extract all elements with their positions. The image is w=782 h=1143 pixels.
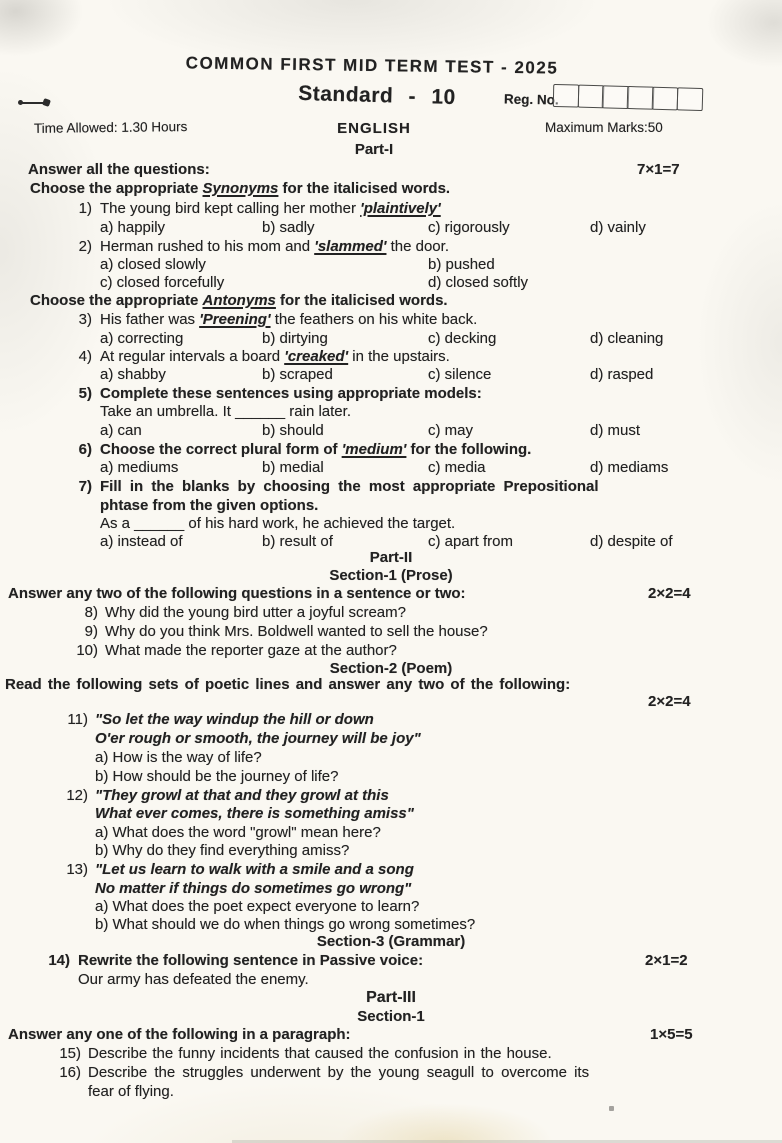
section1-marks: 2×2=4: [648, 585, 691, 602]
synonyms-keyword: Synonyms: [202, 180, 279, 197]
reg-no-boxes: [553, 84, 704, 111]
q11-sub-a-row: [0, 749, 782, 768]
section2-marks-row: [0, 693, 782, 712]
section1-prose-row: [0, 567, 782, 586]
q1-option-c: c) rigorously: [428, 219, 510, 236]
reg-no-box: [676, 87, 703, 111]
q5-number: 5): [78, 385, 92, 402]
q2-text-post: the door.: [386, 238, 449, 255]
q14-marks: 2×1=2: [645, 952, 688, 969]
q11-sub-a: a) How is the way of life?: [95, 749, 262, 766]
part2-heading-row: [0, 549, 782, 568]
pen-mark-icon: [18, 99, 48, 107]
q3-option-b: b) dirtying: [262, 330, 328, 347]
q5-option-b: b) should: [262, 422, 324, 439]
q12-line1-row: [0, 787, 782, 806]
q13-sub-a-row: [0, 898, 782, 917]
q2-option-b: b) pushed: [428, 256, 495, 273]
q3-option-a: a) correcting: [100, 330, 184, 347]
section3-grammar-heading: Section-3 (Grammar): [316, 933, 466, 950]
section3-grammar-row: [0, 933, 782, 952]
answer-all-instruction: Answer all the questions:: [28, 161, 210, 178]
q14-heading-row: [0, 952, 782, 971]
q1-stem-row: [0, 200, 782, 219]
part1-heading-row: [0, 141, 782, 160]
q13-poem-line1: "Let us learn to walk with a smile and a song: [95, 861, 414, 878]
q9-number: 9): [84, 623, 98, 640]
synonyms-heading-pre: Choose the appropriate: [30, 180, 203, 197]
q12-poem-line1: "They growl at that and they growl at this: [95, 787, 389, 804]
q13-sub-a: a) What does the poet expect everyone to learn?: [95, 898, 420, 915]
q3-option-d: d) cleaning: [590, 330, 664, 347]
q13-poem-line2: No matter if things do sometimes go wrong": [95, 880, 412, 897]
q10-text: What made the reporter gaze at the author?: [105, 642, 397, 659]
section2-poem-heading: Section-2 (Poem): [329, 660, 453, 677]
part1-heading: Part-I: [354, 141, 394, 158]
q2-options-row-1: [0, 256, 782, 275]
section2-instruction: Read the following sets of poetic lines and answer any two of the following:: [5, 676, 571, 693]
q8-row: [0, 604, 782, 623]
q15-text: Describe the funny incidents that caused the confusion in the house.: [88, 1045, 552, 1062]
section1-instruction: Answer any two of the following questions in a sentence or two:: [8, 585, 466, 602]
q10-number: 10): [76, 642, 98, 659]
q14-body-row: [0, 971, 782, 990]
section1-instruction-row: [0, 585, 782, 604]
subject-label: ENGLISH: [337, 120, 411, 137]
part3-instruction: Answer any one of the following in a paragraph:: [8, 1026, 351, 1043]
antonyms-heading-pre: Choose the appropriate: [30, 292, 203, 309]
ink-speck: [609, 1106, 614, 1111]
q5-body-row: [0, 403, 782, 422]
q11-line1-row: [0, 711, 782, 730]
q4-options-row: [0, 366, 782, 385]
q2-option-c: c) closed forcefully: [100, 274, 225, 291]
q12-sub-a-row: [0, 824, 782, 843]
q3-options-row: [0, 330, 782, 349]
q6-keyword: 'medium': [341, 441, 407, 458]
q1-text: The young bird kept calling her mother: [100, 200, 361, 217]
q16-number: 16): [59, 1064, 81, 1081]
q12-sub-b: b) Why do they find everything amiss?: [95, 842, 350, 859]
q2-stem-row: [0, 238, 782, 257]
q7-option-a: a) instead of: [100, 533, 183, 550]
q9-text: Why do you think Mrs. Boldwell wanted to sell the house?: [105, 623, 488, 640]
q1-options-row: [0, 219, 782, 238]
q2-options-row-2: [0, 274, 782, 293]
q3-text-post: the feathers on his white back.: [270, 311, 478, 328]
q7-option-d: d) despite of: [590, 533, 673, 550]
q8-number: 8): [84, 604, 98, 621]
q2-option-d: d) closed softly: [428, 274, 529, 291]
q6-option-d: d) mediams: [590, 459, 669, 476]
q8-text: Why did the young bird utter a joyful scream?: [105, 604, 406, 621]
header-title-row: [0, 53, 782, 78]
q6-option-c: c) media: [428, 459, 486, 476]
q1-option-d: d) vainly: [590, 219, 646, 236]
q4-number: 4): [78, 348, 92, 365]
q4-option-d: d) rasped: [590, 366, 654, 383]
part3-marks: 1×5=5: [650, 1026, 693, 1043]
q7-heading-line1: Fill in the blanks by choosing the most appropriate Prepositional: [100, 478, 599, 495]
max-marks: Maximum Marks:50: [545, 120, 663, 135]
q3-stem-row: [0, 311, 782, 330]
standard-label: Standard - 10: [297, 81, 457, 110]
q6-number: 6): [78, 441, 92, 458]
q4-option-b: b) scraped: [262, 366, 333, 383]
q16-text-line2: fear of flying.: [88, 1083, 174, 1100]
q1-keyword: 'plaintively': [360, 200, 441, 217]
part3-heading: Part-III: [366, 989, 416, 1006]
q5-option-a: a) can: [100, 422, 142, 439]
q15-row: [0, 1045, 782, 1064]
q4-text-post: in the upstairs.: [348, 348, 450, 365]
synonyms-heading-post: for the italicised words.: [278, 180, 451, 197]
q1-number: 1): [78, 200, 92, 217]
q13-number: 13): [66, 861, 88, 878]
q14-heading: Rewrite the following sentence in Passive voice:: [78, 952, 424, 969]
q12-poem-line2: What ever comes, there is something amiss": [95, 805, 414, 822]
answer-all-row: [0, 161, 782, 180]
q4-keyword: 'creaked': [284, 348, 349, 365]
q6-text: Choose the correct plural form of: [100, 441, 342, 458]
q5-option-c: c) may: [428, 422, 473, 439]
q7-sentence: As a ______ of his hard work, he achieved the target.: [100, 515, 456, 532]
reg-no-box: [602, 85, 629, 109]
q12-line2-row: [0, 805, 782, 824]
q5-heading-row: [0, 385, 782, 404]
exam-title: COMMON FIRST MID TERM TEST - 2025: [185, 53, 559, 78]
time-allowed: Time Allowed: 1.30 Hours: [33, 119, 188, 136]
q6-options-row: [0, 459, 782, 478]
q11-poem-line2: O'er rough or smooth, the journey will be joy": [95, 730, 421, 747]
reg-no-box: [577, 85, 604, 109]
q3-keyword: 'Preening': [199, 311, 271, 328]
q13-line2-row: [0, 880, 782, 899]
antonyms-keyword: Antonyms: [202, 292, 276, 309]
q2-keyword: 'slammed': [314, 238, 387, 255]
q5-heading: Complete these sentences using appropriate models:: [100, 385, 482, 402]
antonyms-heading-row: [0, 292, 782, 311]
q2-text: Herman rushed to his mom and: [100, 238, 315, 255]
q14-sentence: Our army has defeated the enemy.: [78, 971, 309, 988]
q16-row-2: [0, 1083, 782, 1102]
section1-prose-heading: Section-1 (Prose): [329, 567, 453, 584]
q16-row-1: [0, 1064, 782, 1083]
q13-sub-b: b) What should we do when things go wrong sometimes?: [95, 916, 476, 933]
part3-heading-row: [0, 989, 782, 1008]
q7-body-row: [0, 515, 782, 534]
q1-option-a: a) happily: [100, 219, 166, 236]
q11-line2-row: [0, 730, 782, 749]
q7-number: 7): [78, 478, 92, 495]
section2-marks: 2×2=4: [648, 693, 691, 710]
q12-sub-b-row: [0, 842, 782, 861]
q6-option-a: a) mediums: [100, 459, 179, 476]
q7-heading-line2: phtase from the given options.: [100, 497, 319, 514]
q1-option-b: b) sadly: [262, 219, 315, 236]
q7-heading-row-2: [0, 497, 782, 516]
q3-number: 3): [78, 311, 92, 328]
q16-text-line1: Describe the struggles underwent by the young seagull to overcome its: [88, 1064, 590, 1081]
q6-option-b: b) medial: [262, 459, 324, 476]
q10-row: [0, 642, 782, 661]
part3-section1-heading: Section-1: [357, 1008, 425, 1025]
q11-number: 11): [67, 711, 88, 728]
reg-no-box: [553, 84, 580, 108]
q4-stem-row: [0, 348, 782, 367]
q9-row: [0, 623, 782, 642]
q13-line1-row: [0, 861, 782, 880]
q4-option-a: a) shabby: [100, 366, 166, 383]
reg-no-label: Reg. No.: [503, 91, 559, 108]
q2-number: 2): [78, 238, 92, 255]
q5-sentence: Take an umbrella. It ______ rain later.: [100, 403, 351, 420]
q3-option-c: c) decking: [428, 330, 497, 347]
q15-number: 15): [59, 1045, 81, 1062]
q2-option-a: a) closed slowly: [100, 256, 206, 273]
meta-row: [0, 120, 782, 139]
q11-sub-b-row: [0, 768, 782, 787]
q11-poem-line1: "So let the way windup the hill or down: [95, 711, 374, 728]
q7-heading-row-1: [0, 478, 782, 497]
reg-no-box: [652, 87, 679, 111]
q14-number: 14): [48, 952, 70, 969]
q12-number: 12): [66, 787, 88, 804]
q7-option-c: c) apart from: [428, 533, 514, 550]
antonyms-heading-post: for the italicised words.: [275, 292, 448, 309]
part1-marks: 7×1=7: [637, 161, 680, 178]
reg-no-box: [627, 86, 654, 110]
q6-text-post: for the following.: [406, 441, 532, 458]
part2-heading: Part-II: [369, 549, 413, 566]
q7-option-b: b) result of: [262, 533, 333, 550]
q11-sub-b: b) How should be the journey of life?: [95, 768, 339, 785]
q3-text: His father was: [100, 311, 200, 328]
q4-text: At regular intervals a board: [100, 348, 285, 365]
q4-option-c: c) silence: [428, 366, 492, 383]
synonyms-heading-row: [0, 180, 782, 199]
q12-sub-a: a) What does the word "growl" mean here?: [95, 824, 381, 841]
q5-option-d: d) must: [590, 422, 641, 439]
q6-heading-row: [0, 441, 782, 460]
part3-section1-row: [0, 1008, 782, 1027]
q5-options-row: [0, 422, 782, 441]
part3-instruction-row: [0, 1026, 782, 1045]
